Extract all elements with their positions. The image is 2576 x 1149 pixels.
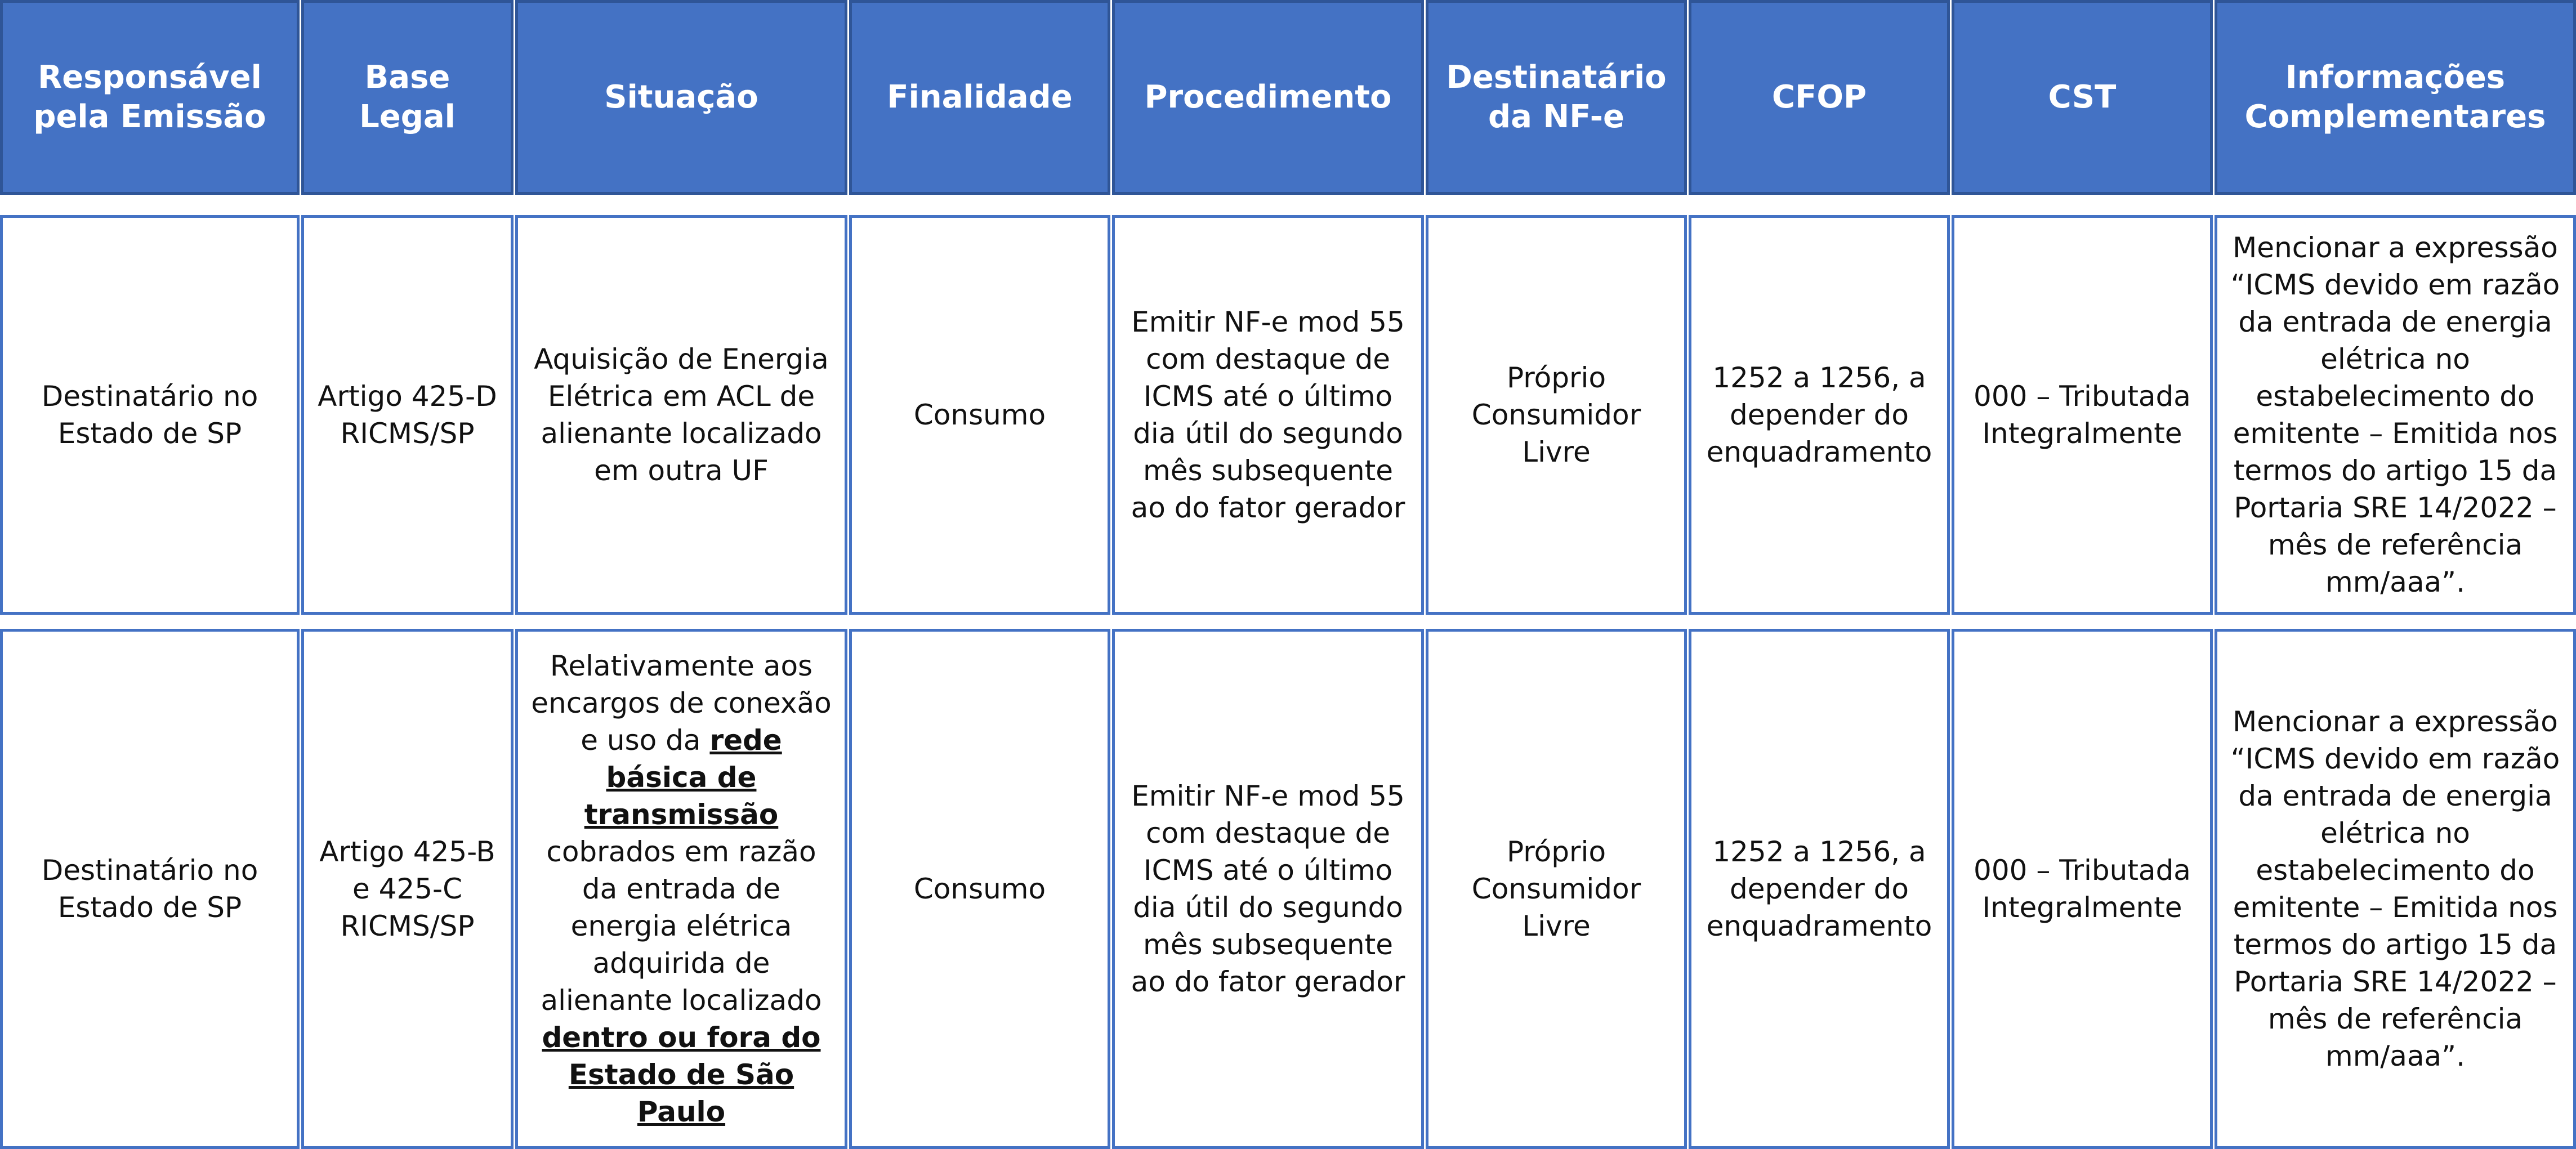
- table-row-2-cfop: [1689, 629, 1950, 1149]
- cell-text: Aquisição de Energia Elétrica em ACL de alienante localizado em outra UF: [534, 343, 829, 487]
- header-destinatario-label: Destinatário da NF-e: [1446, 59, 1667, 135]
- header-finalidade-label: Finalidade: [887, 79, 1073, 115]
- cell-text: 1252 a 1256, a depender do enquadramento: [1706, 361, 1932, 468]
- table-row-1-responsavel: [0, 215, 300, 615]
- table-row-1-informacoes: [2215, 215, 2576, 615]
- cell-text: Artigo 425-B e 425-C RICMS/SP: [319, 835, 495, 942]
- cell-text: 1252 a 1256, a depender do enquadramento: [1706, 835, 1932, 942]
- header-procedimento: [1112, 0, 1424, 195]
- header-situacao-label: Situação: [604, 79, 758, 115]
- header-cfop-label: CFOP: [1772, 79, 1867, 115]
- cell-text: Emitir NF-e mod 55 com destaque de ICMS até o último dia útil do segundo mês subsequente ao do fator gerador: [1131, 780, 1405, 998]
- table-row-2-base-legal: [301, 629, 514, 1149]
- cell-text: Destinatário no Estado de SP: [41, 854, 258, 924]
- table-row-1-cfop: [1689, 215, 1950, 615]
- header-informacoes-label: Informações Complementares: [2244, 59, 2546, 135]
- header-procedimento-label: Procedimento: [1144, 79, 1392, 115]
- situacao-paragraph: [526, 647, 837, 1130]
- header-situacao: [515, 0, 847, 195]
- header-base-legal-label: Base Legal: [359, 59, 456, 135]
- cell-text: Próprio Consumidor Livre: [1471, 835, 1641, 942]
- header-finalidade: [849, 0, 1110, 195]
- header-destinatario: [1426, 0, 1687, 195]
- situacao-highlight-dentro-fora: dentro ou fora do Estado de São Paulo: [542, 1021, 821, 1128]
- cell-text: Mencionar a expressão “ICMS devido em razão da entrada de energia elétrica no estabelecimento do emitente – Emitida nos termos do artigo 15 da Portaria SRE 14/2022 – mês de referência mm/aaa”.: [2230, 231, 2560, 598]
- cell-text: 000 – Tributada Integralmente: [1974, 854, 2191, 924]
- table-row-1-situacao: [515, 215, 847, 615]
- cell-text: Próprio Consumidor Livre: [1471, 361, 1641, 468]
- situacao-highlight-rede-basica: rede básica de transmissão: [584, 724, 782, 831]
- cell-text: Artigo 425-D RICMS/SP: [318, 380, 497, 450]
- table-row-1-finalidade: [849, 215, 1110, 615]
- table-row-2-procedimento: [1112, 629, 1424, 1149]
- header-cst-label: CST: [2048, 79, 2117, 115]
- header-base-legal: [301, 0, 514, 195]
- situacao-text-part-2: cobrados em razão da entrada de energia elétrica adquirida de alienante localizado: [541, 835, 822, 1017]
- table-row-1-procedimento: [1112, 215, 1424, 615]
- header-informacoes: [2215, 0, 2576, 195]
- table-row-1-cst: [1952, 215, 2213, 615]
- table-row-1-destinatario: [1426, 215, 1687, 615]
- cell-text: 000 – Tributada Integralmente: [1974, 380, 2191, 450]
- header-responsavel: [0, 0, 300, 195]
- header-cfop: [1689, 0, 1950, 195]
- cell-text: Destinatário no Estado de SP: [41, 380, 258, 450]
- cell-text: Emitir NF-e mod 55 com destaque de ICMS até o último dia útil do segundo mês subsequente ao do fator gerador: [1131, 306, 1405, 524]
- cell-text: Mencionar a expressão “ICMS devido em razão da entrada de energia elétrica no estabelecimento do emitente – Emitida nos termos do artigo 15 da Portaria SRE 14/2022 – mês de referência mm/aaa”.: [2230, 705, 2560, 1072]
- table-row-2-responsavel: [0, 629, 300, 1149]
- table-row-1-base-legal: [301, 215, 514, 615]
- cell-text: Consumo: [913, 873, 1046, 905]
- header-responsavel-label: Responsável pela Emissão: [33, 59, 266, 135]
- table-row-2-situacao: [515, 629, 847, 1149]
- table-row-2-informacoes: [2215, 629, 2576, 1149]
- table-row-2-destinatario: [1426, 629, 1687, 1149]
- table-row-2-finalidade: [849, 629, 1110, 1149]
- header-cst: [1952, 0, 2213, 195]
- cell-text: Consumo: [913, 399, 1046, 431]
- situacao-text-part-1: Relativamente aos encargos de conexão e uso da: [531, 650, 832, 757]
- table-row-2-cst: [1952, 629, 2213, 1149]
